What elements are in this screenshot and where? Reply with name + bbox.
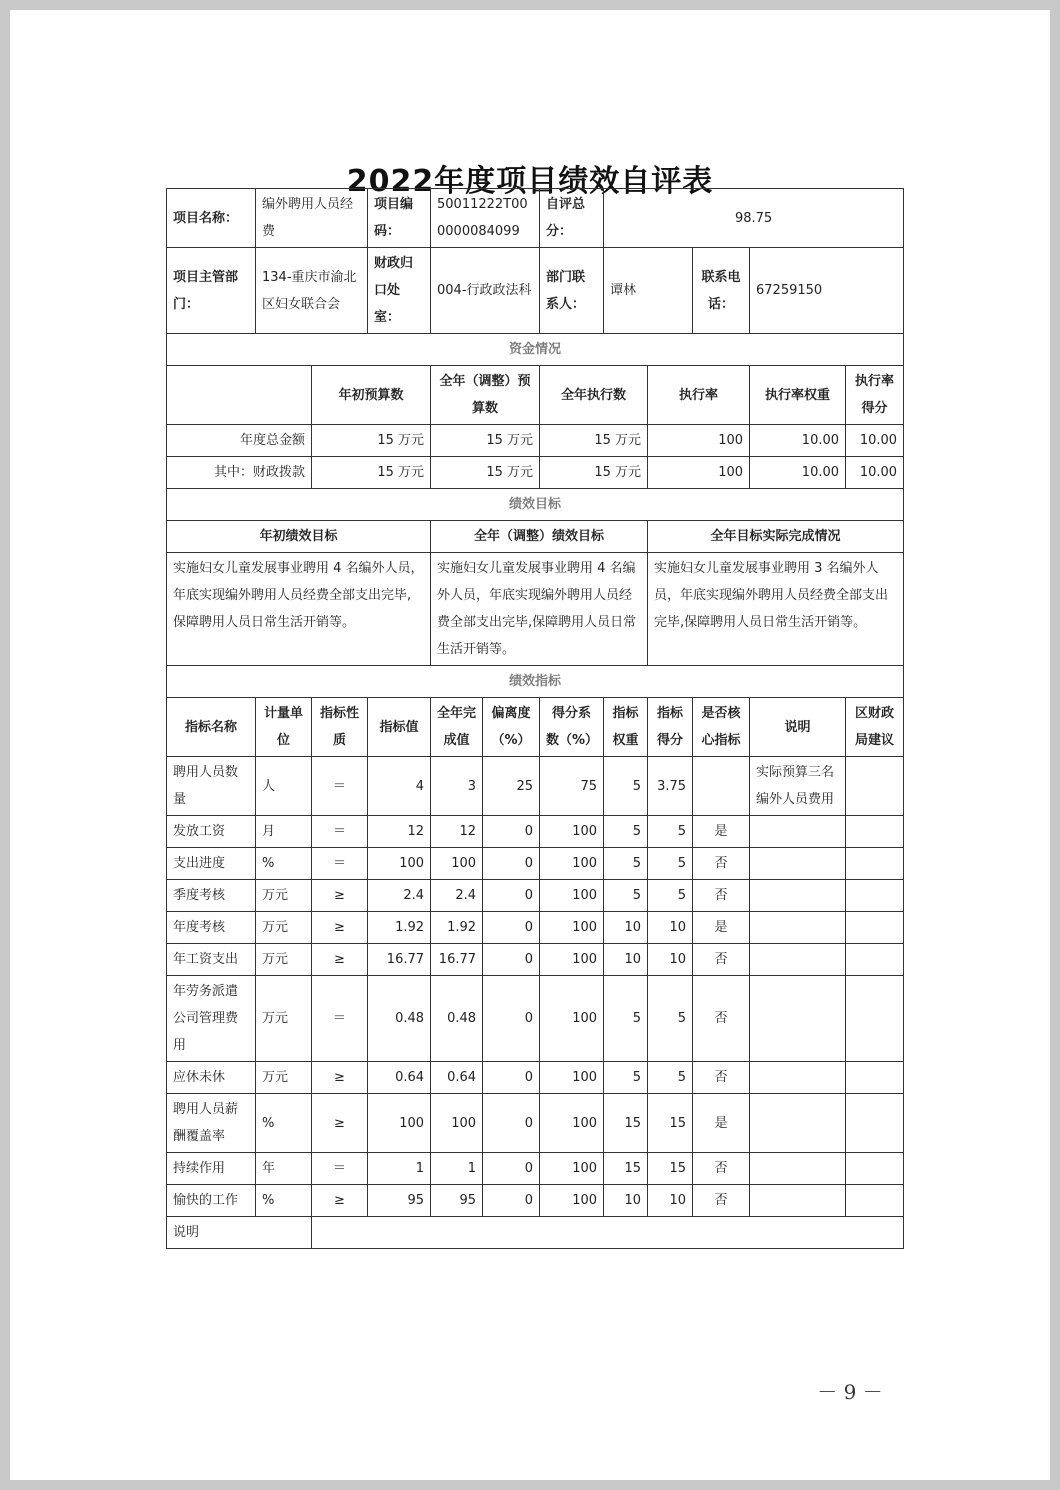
indicator-cell: 0 [483,1062,540,1094]
indicator-row [167,848,904,880]
indicator-header-cell: 指标得分 [648,698,693,757]
project-code-label: 项目编码： [368,189,431,248]
funds-cell: 15 万元 [431,457,540,489]
indicator-cell: 100 [540,880,604,912]
funds-header: 全年（调整）预算数 [431,366,540,425]
indicator-row [167,1062,904,1094]
indicator-cell: 100 [368,848,431,880]
indicator-cell: 10 [648,912,693,944]
indicator-cell: 愉快的工作 [167,1185,256,1217]
indicator-header-cell: 指标名称 [167,698,256,757]
indicator-cell: % [256,1094,312,1153]
indicator-cell [750,1062,846,1094]
indicator-cell: 3 [431,757,483,816]
indicator-cell: 0 [483,976,540,1062]
indicator-cell: 10 [648,1185,693,1217]
indicator-cell: 5 [604,1062,648,1094]
indicator-cell [750,912,846,944]
indicator-cell: 0.48 [368,976,431,1062]
indicator-cell: 5 [604,880,648,912]
indicator-cell: 100 [431,1094,483,1153]
indicator-row [167,1153,904,1185]
indicator-cell [846,912,904,944]
indicator-cell: ≥ [312,880,368,912]
indicator-cell: 否 [693,1153,750,1185]
goals-header: 全年目标实际完成情况 [648,521,904,553]
indicator-header-cell: 区财政局建议 [846,698,904,757]
indicator-cell: 季度考核 [167,880,256,912]
indicator-cell: 否 [693,976,750,1062]
indicator-cell: ＝ [312,757,368,816]
indicator-cell [750,1153,846,1185]
goal-actual: 实施妇女儿童发展事业聘用 3 名编外人员，年底实现编外聘用人员经费全部支出完毕,保障聘用人员日常生活开销等。 [648,553,904,666]
contact-value: 谭林 [604,248,693,334]
indicator-cell [846,1094,904,1153]
indicator-cell: 1 [431,1153,483,1185]
indicator-cell: 5 [604,816,648,848]
indicator-cell [750,1185,846,1217]
indicator-cell: 10 [648,944,693,976]
indicator-cell: 0 [483,1094,540,1153]
indicator-row [167,1185,904,1217]
indicator-cell: 年 [256,1153,312,1185]
indicator-header-cell: 说明 [750,698,846,757]
indicator-cell: 25 [483,757,540,816]
indicators-header-row [167,698,904,757]
note-row [167,1217,904,1249]
funds-cell: 15 万元 [540,425,648,457]
indicator-cell: 5 [648,848,693,880]
indicator-cell [693,757,750,816]
indicator-cell: 万元 [256,912,312,944]
indicator-cell: 5 [648,1062,693,1094]
indicator-cell: 95 [431,1185,483,1217]
indicator-cell [750,848,846,880]
indicator-cell: 0 [483,944,540,976]
funds-header: 执行率得分 [846,366,904,425]
indicator-cell: 否 [693,1185,750,1217]
funds-section-header: 资金情况 [167,334,904,366]
indicator-cell: 12 [431,816,483,848]
indicator-cell: 否 [693,848,750,880]
indicator-cell: 5 [648,880,693,912]
indicator-cell: 75 [540,757,604,816]
indicator-cell: 5 [648,976,693,1062]
funds-cell: 15 万元 [431,425,540,457]
indicator-cell [846,1185,904,1217]
indicator-cell: 1 [368,1153,431,1185]
indicator-header-cell: 计量单位 [256,698,312,757]
indicator-cell: ＝ [312,1153,368,1185]
indicator-header-cell: 指标值 [368,698,431,757]
indicator-cell: 0 [483,816,540,848]
funds-row-label: 其中：财政拨款 [167,457,312,489]
goals-header: 全年（调整）绩效目标 [431,521,648,553]
dept-label: 项目主管部门： [167,248,256,334]
indicator-cell: 100 [540,1094,604,1153]
indicator-cell [750,880,846,912]
indicator-cell: 年度考核 [167,912,256,944]
indicator-header-cell: 得分系数（%） [540,698,604,757]
indicator-cell: 0 [483,1185,540,1217]
indicator-cell: 12 [368,816,431,848]
indicator-cell: 年工资支出 [167,944,256,976]
indicator-cell: 15 [648,1153,693,1185]
indicator-cell: 100 [540,1185,604,1217]
office-label: 财政归口处室： [368,248,431,334]
indicator-cell: 100 [540,816,604,848]
indicator-header-cell: 指标权重 [604,698,648,757]
indicator-cell: 万元 [256,944,312,976]
indicator-cell: 10 [604,912,648,944]
indicators-body [167,757,904,1217]
indicator-cell: 5 [604,757,648,816]
indicator-cell [846,848,904,880]
indicator-cell: 3.75 [648,757,693,816]
funds-cell: 10.00 [846,425,904,457]
goals-header-row [167,521,904,553]
funds-cell: 100 [648,457,750,489]
page-number: － 9 － [817,1380,883,1404]
project-name: 编外聘用人员经费 [256,189,368,248]
indicator-row [167,816,904,848]
goal-adjusted: 实施妇女儿童发展事业聘用 4 名编外人员，年底实现编外聘用人员经费全部支出完毕,保障聘用人员日常生活开销等。 [431,553,648,666]
indicator-cell: 2.4 [431,880,483,912]
evaluation-table [166,188,904,1249]
indicator-cell: ＝ [312,848,368,880]
indicator-cell [750,1094,846,1153]
funds-cell: 15 万元 [312,457,431,489]
indicator-cell: 10 [604,1185,648,1217]
indicator-row [167,912,904,944]
funds-row-label: 年度总金额 [167,425,312,457]
indicator-cell: 否 [693,944,750,976]
indicator-cell: 应休未休 [167,1062,256,1094]
indicator-cell: 100 [368,1094,431,1153]
indicator-cell [846,1062,904,1094]
funds-row [167,425,904,457]
funds-cell: 10.00 [846,457,904,489]
phone-label: 联系电话： [693,248,750,334]
note-label: 说明 [167,1217,312,1249]
indicator-cell: 100 [540,1153,604,1185]
indicator-cell: 2.4 [368,880,431,912]
indicator-cell: 发放工资 [167,816,256,848]
indicator-cell: 100 [540,848,604,880]
indicator-cell: 0 [483,880,540,912]
indicator-cell: 万元 [256,976,312,1062]
indicator-row [167,976,904,1062]
project-code: 50011222T000000084099 [431,189,540,248]
indicator-cell: 4 [368,757,431,816]
indicator-cell: ≥ [312,1094,368,1153]
indicator-cell: 否 [693,880,750,912]
indicator-cell: 15 [604,1094,648,1153]
indicator-cell: 16.77 [431,944,483,976]
indicator-cell: 0 [483,848,540,880]
indicator-cell [846,757,904,816]
indicator-cell: 是 [693,816,750,848]
indicator-row [167,880,904,912]
project-row-1 [167,189,904,248]
indicator-cell: 万元 [256,1062,312,1094]
indicator-cell: 0 [483,912,540,944]
indicator-cell: % [256,848,312,880]
indicator-cell: 0 [483,1153,540,1185]
funds-cell: 10.00 [750,457,846,489]
indicator-row [167,944,904,976]
indicator-cell: 否 [693,1062,750,1094]
indicator-cell [846,816,904,848]
funds-header-blank [167,366,312,425]
indicator-cell: 是 [693,912,750,944]
indicator-cell: 5 [604,848,648,880]
funds-cell: 100 [648,425,750,457]
indicator-cell [750,944,846,976]
indicator-cell: 100 [431,848,483,880]
indicator-header-cell: 是否核心指标 [693,698,750,757]
dept-value: 134-重庆市渝北区妇女联合会 [256,248,368,334]
phone-value: 67259150 [750,248,904,334]
note-value [312,1217,904,1249]
page-title: 2022年度项目绩效自评表 [346,164,714,199]
indicator-cell [750,816,846,848]
funds-cell: 15 万元 [312,425,431,457]
funds-cell: 10.00 [750,425,846,457]
indicator-cell: 10 [604,944,648,976]
indicators-section-header: 绩效指标 [167,666,904,698]
indicator-cell: 100 [540,976,604,1062]
funds-header: 执行率权重 [750,366,846,425]
contact-label: 部门联系人： [540,248,604,334]
indicator-cell: 100 [540,1062,604,1094]
indicator-cell: 15 [604,1153,648,1185]
indicator-cell: 100 [540,944,604,976]
indicator-cell: 支出进度 [167,848,256,880]
office-value: 004-行政政法科 [431,248,540,334]
score-label: 自评总分： [540,189,604,248]
indicator-cell: 95 [368,1185,431,1217]
indicator-cell: 聘用人员数量 [167,757,256,816]
document-page [10,10,1050,1480]
indicator-cell: 持续作用 [167,1153,256,1185]
indicator-cell: ≥ [312,944,368,976]
total-score: 98.75 [604,189,904,248]
indicator-cell: 实际预算三名编外人员费用 [750,757,846,816]
indicator-cell: 0.64 [368,1062,431,1094]
goals-header: 年初绩效目标 [167,521,431,553]
indicator-cell: 5 [604,976,648,1062]
indicator-header-cell: 全年完成值 [431,698,483,757]
goals-section-header: 绩效目标 [167,489,904,521]
indicator-cell: 聘用人员薪酬覆盖率 [167,1094,256,1153]
indicator-cell: 年劳务派遣公司管理费用 [167,976,256,1062]
indicator-cell: ≥ [312,1185,368,1217]
funds-header: 年初预算数 [312,366,431,425]
indicator-cell: 16.77 [368,944,431,976]
indicator-header-cell: 偏离度（%） [483,698,540,757]
indicator-cell: 0.48 [431,976,483,1062]
indicator-cell [846,1153,904,1185]
goals-text-row [167,553,904,666]
indicator-cell: ≥ [312,1062,368,1094]
indicator-cell: 万元 [256,880,312,912]
indicator-header-cell: 指标性质 [312,698,368,757]
indicator-cell [846,944,904,976]
indicator-cell: 15 [648,1094,693,1153]
indicator-cell: 100 [540,912,604,944]
project-row-2 [167,248,904,334]
funds-header-row [167,366,904,425]
indicator-cell: 0.64 [431,1062,483,1094]
indicator-cell [750,976,846,1062]
indicator-cell: % [256,1185,312,1217]
indicator-row [167,757,904,816]
goal-initial: 实施妇女儿童发展事业聘用 4 名编外人员，年底实现编外聘用人员经费全部支出完毕,保障聘用人员日常生活开销等。 [167,553,431,666]
indicator-cell: 5 [648,816,693,848]
indicator-cell: ≥ [312,912,368,944]
indicator-cell: 1.92 [368,912,431,944]
indicator-cell: 1.92 [431,912,483,944]
funds-row [167,457,904,489]
indicator-cell [846,880,904,912]
funds-header: 全年执行数 [540,366,648,425]
indicator-cell [846,976,904,1062]
indicator-cell: ＝ [312,976,368,1062]
indicator-cell: ＝ [312,816,368,848]
funds-cell: 15 万元 [540,457,648,489]
indicator-cell: 人 [256,757,312,816]
indicator-row [167,1094,904,1153]
indicator-cell: 是 [693,1094,750,1153]
funds-header: 执行率 [648,366,750,425]
indicator-cell: 月 [256,816,312,848]
project-name-label: 项目名称： [167,189,256,248]
